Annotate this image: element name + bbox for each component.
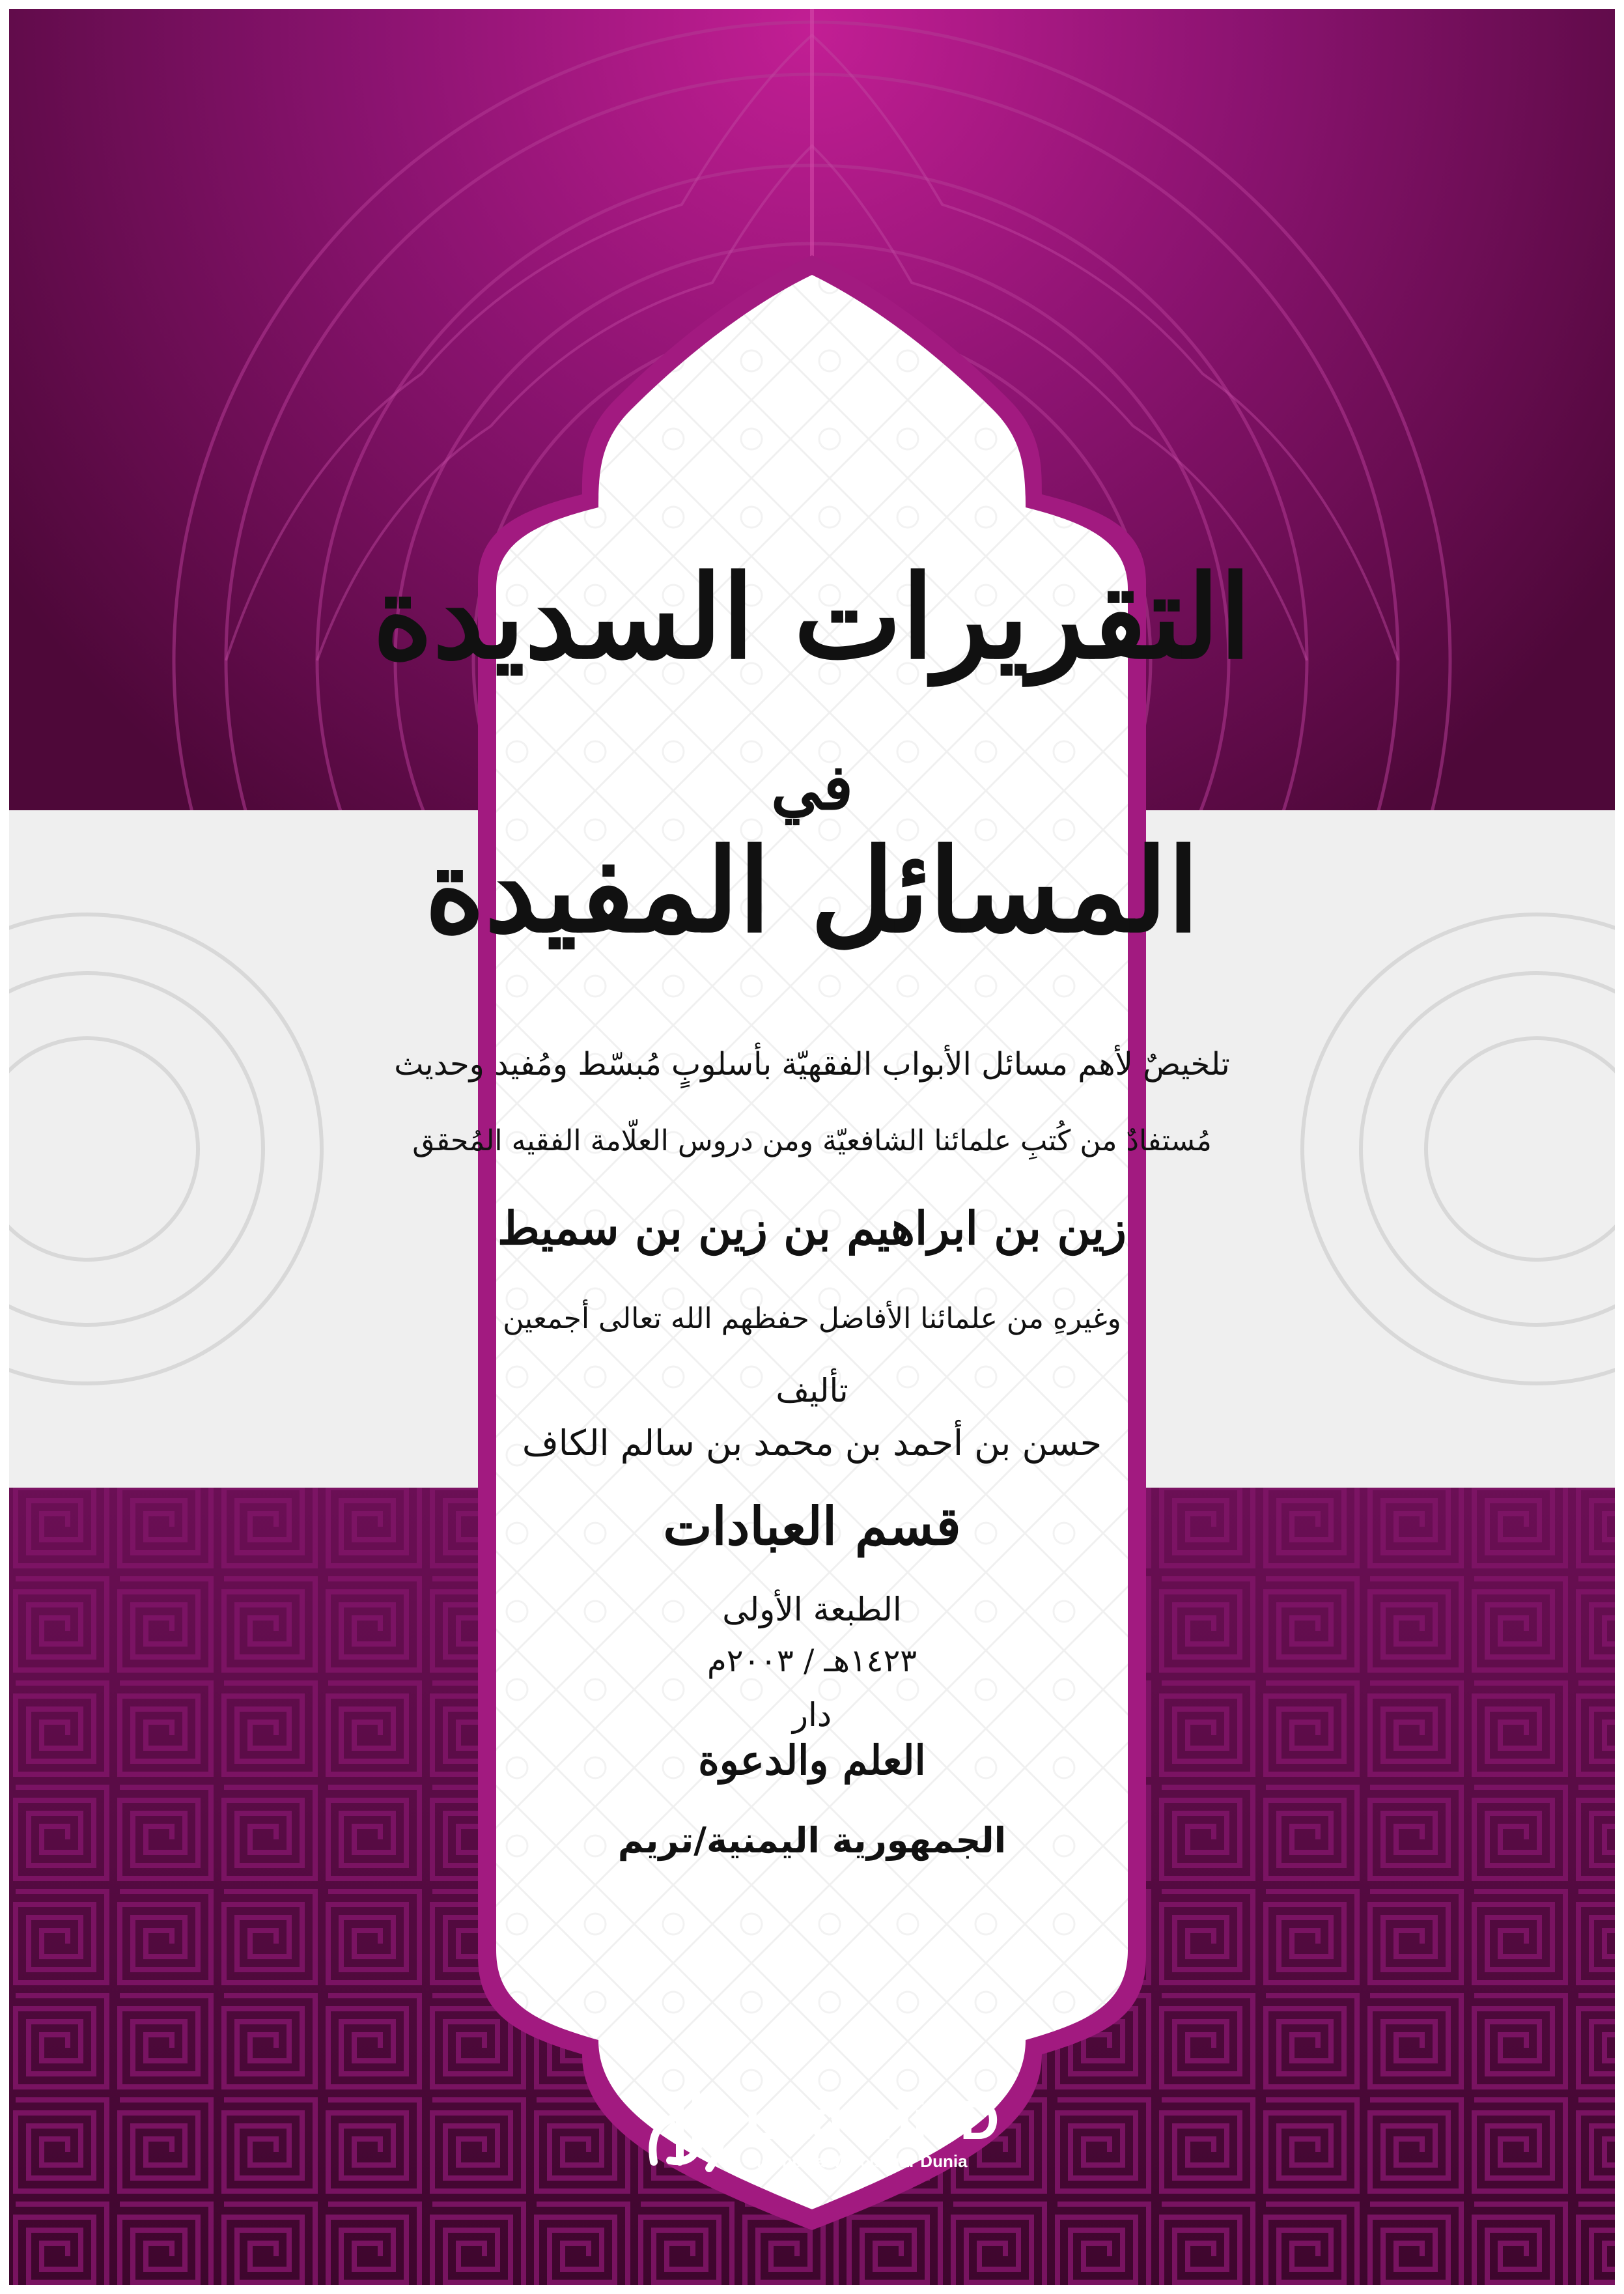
scholar-name: زين بن ابراهيم بن زين بن سميط <box>497 1201 1127 1255</box>
section-title: قسم العبادات <box>663 1495 961 1557</box>
brand-name: Laduni.ID <box>745 2089 1000 2151</box>
laduni-logo-icon <box>634 2084 738 2181</box>
others-line: وغيرهِ من علمائنا الأفاضل حفظهم الله تعالى أجمعين <box>503 1302 1121 1335</box>
title-connector: في <box>771 750 853 824</box>
subtitle-line-1: تلخيصٌ لأهم مسائل الأبواب الفقهيّة بأسلوبٍ مُبسّط ومُفيد وحديث <box>394 1046 1230 1083</box>
publisher-country: الجمهورية اليمنية/تريم <box>617 1820 1007 1861</box>
title-line-1: التقريرات السديدة <box>372 550 1252 685</box>
author-name: حسن بن أحمد بن محمد بن سالم الكاف <box>522 1423 1102 1464</box>
subtitle-line-2: مُستفادٌ من كُتبِ علمائنا الشافعيّة ومن دروس العلّامة الفقيه المُحقق <box>412 1124 1212 1157</box>
publication-date: ١٤٢٣هـ / ٢٠٠٣م <box>707 1643 917 1679</box>
brand-tagline: Indonesia Mercusuar Dunia <box>746 2151 968 2171</box>
publisher-prefix: دار <box>792 1696 832 1734</box>
authorship-label: تأليف <box>776 1372 848 1409</box>
book-cover <box>9 9 1615 2285</box>
publisher-name: العلم والدعوة <box>698 1736 926 1784</box>
brand-watermark <box>634 2084 1038 2181</box>
title-line-2: المسائل المفيدة <box>425 823 1199 958</box>
edition-label: الطبعة الأولى <box>722 1591 902 1628</box>
